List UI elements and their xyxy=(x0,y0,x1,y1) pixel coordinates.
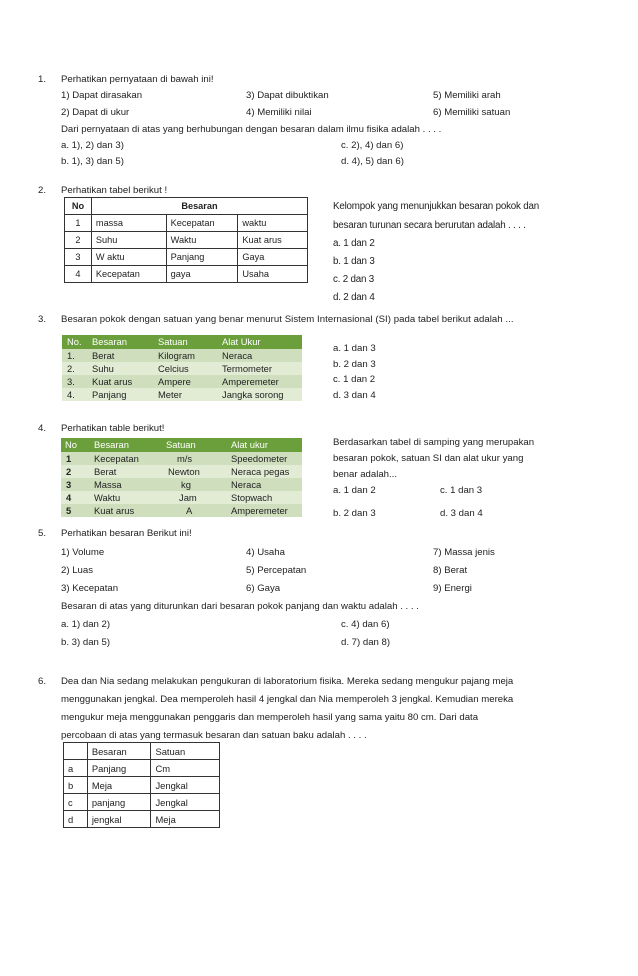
list-item: 9) Energi xyxy=(433,583,472,594)
answer-option[interactable]: b. 3) dan 5) xyxy=(61,637,111,648)
table-cell: Newton xyxy=(168,466,200,477)
table-header-cell: Besaran xyxy=(92,336,127,347)
answer-option[interactable]: d. 3 dan 4 xyxy=(333,390,376,401)
table-header-row xyxy=(65,198,308,215)
question-number: 3. xyxy=(38,314,47,325)
table-cell: Waktu xyxy=(166,232,238,249)
statement-item: 5) Memiliki arah xyxy=(433,90,501,101)
table-cell: Jengkal xyxy=(151,794,220,811)
table-header-cell: No xyxy=(65,439,77,450)
table-cell: Panjang xyxy=(166,249,238,266)
answer-option[interactable]: a. 1 dan 3 xyxy=(333,343,376,354)
answer-table xyxy=(63,742,220,828)
question-text: Perhatikan table berikut! xyxy=(61,423,165,434)
table-cell: Meja xyxy=(87,777,151,794)
table-row xyxy=(62,362,302,375)
table-cell: Massa xyxy=(94,479,122,490)
table-cell: Gaya xyxy=(238,249,308,266)
question-text: Perhatikan tabel berikut ! xyxy=(61,185,168,196)
table-row xyxy=(62,349,302,362)
table-cell: Amperemeter xyxy=(222,376,279,387)
table-cell: Kecepatan xyxy=(166,215,238,232)
table-cell: Kuat arus xyxy=(238,232,308,249)
question-text: Perhatikan besaran Berikut ini! xyxy=(61,528,192,539)
question-number: 4. xyxy=(38,423,47,434)
table-row[interactable] xyxy=(64,777,220,794)
list-item: 8) Berat xyxy=(433,565,468,576)
answer-option[interactable]: a. 1), 2) dan 3) xyxy=(61,140,124,151)
answer-option[interactable]: a. 1 dan 2 xyxy=(333,485,376,496)
table-row xyxy=(62,388,302,401)
table-cell: 3. xyxy=(67,376,75,387)
table-cell: Neraca xyxy=(231,479,262,490)
table-cell: 1 xyxy=(66,453,72,464)
table-cell: 5 xyxy=(66,505,72,516)
table-cell: gaya xyxy=(166,266,238,283)
table-cell: Neraca xyxy=(222,350,253,361)
question-number: 2. xyxy=(38,185,47,196)
table-cell: Panjang xyxy=(87,760,151,777)
answer-option[interactable]: d. 4), 5) dan 6) xyxy=(341,156,404,167)
statement-item: 2) Dapat di ukur xyxy=(61,107,130,118)
table-header-cell: Alat Ukur xyxy=(222,336,261,347)
table-cell: Usaha xyxy=(238,266,308,283)
answer-option[interactable]: c. 1 dan 3 xyxy=(440,485,483,496)
table-cell: c xyxy=(64,794,88,811)
table-header-cell: Alat ukur xyxy=(231,439,268,450)
measurement-table xyxy=(61,438,302,520)
list-item: 7) Massa jenis xyxy=(433,547,495,558)
table-cell: Speedometer xyxy=(231,453,288,464)
table-cell: Amperemeter xyxy=(231,505,288,516)
table-cell: Jengkal xyxy=(151,777,220,794)
table-cell: Ampere xyxy=(158,376,191,387)
table-row xyxy=(61,478,302,491)
list-item: 5) Percepatan xyxy=(246,565,307,576)
answer-option[interactable]: d. 3 dan 4 xyxy=(440,508,483,519)
list-item: 3) Kecepatan xyxy=(61,583,119,594)
list-item: 6) Gaya xyxy=(246,583,281,594)
table-cell: kg xyxy=(181,479,191,490)
table-header-row xyxy=(62,335,302,349)
besaran-table xyxy=(64,197,308,283)
question-prompt: benar adalah... xyxy=(333,469,398,480)
question-number: 5. xyxy=(38,528,47,539)
table-header-cell: Satuan xyxy=(151,743,220,760)
table-header-row xyxy=(61,438,302,452)
table-row xyxy=(65,266,308,283)
table-cell: a xyxy=(64,760,88,777)
answer-option[interactable]: c. 2 dan 3 xyxy=(333,274,375,285)
table-cell: waktu xyxy=(238,215,308,232)
table-row xyxy=(61,491,302,504)
table-cell: 4 xyxy=(66,492,72,503)
statement-item: 3) Dapat dibuktikan xyxy=(246,90,329,101)
answer-option[interactable]: a. 1) dan 2) xyxy=(61,619,111,630)
table-cell: Kuat arus xyxy=(92,376,133,387)
table-row[interactable] xyxy=(64,760,220,777)
table-cell: A xyxy=(186,505,193,516)
question-prompt: besaran turunan secara berurutan adalah . . . . xyxy=(333,220,526,231)
list-item: 2) Luas xyxy=(61,565,93,576)
table-cell: Jam xyxy=(179,492,197,503)
table-cell: Stopwach xyxy=(231,492,273,503)
table-cell: Jangka sorong xyxy=(222,389,284,400)
table-header-cell: Besaran xyxy=(91,198,307,215)
table-header-cell: Satuan xyxy=(158,336,188,347)
table-row xyxy=(65,249,308,266)
table-cell: 2 xyxy=(65,232,92,249)
paragraph-line: menggunakan jengkal. Dea memperoleh hasil 4 jengkal dan Nia memperoleh 3 jengkal. Kemudian mereka xyxy=(61,694,514,705)
table-cell: Termometer xyxy=(222,363,273,374)
answer-option[interactable]: d. 2 dan 4 xyxy=(333,292,375,303)
table-cell: 4 xyxy=(65,266,92,283)
table-header-cell: Besaran xyxy=(94,439,129,450)
table-cell: Kilogram xyxy=(158,350,195,361)
table-cell: m/s xyxy=(177,453,193,464)
table-cell: massa xyxy=(91,215,166,232)
answer-option[interactable]: c. 1 dan 2 xyxy=(333,374,376,385)
table-row[interactable] xyxy=(64,794,220,811)
table-row xyxy=(61,465,302,478)
question-prompt: Dari pernyataan di atas yang berhubungan dengan besaran dalam ilmu fisika adalah . . . . xyxy=(61,124,442,135)
table-cell: Suhu xyxy=(91,232,166,249)
table-cell: 3 xyxy=(65,249,92,266)
answer-option[interactable]: b. 1), 3) dan 5) xyxy=(61,156,124,167)
table-header-row xyxy=(64,743,220,760)
table-cell: 4. xyxy=(67,389,75,400)
table-cell: panjang xyxy=(87,794,151,811)
question-number: 1. xyxy=(38,74,47,85)
table-row xyxy=(61,452,302,465)
table-header-cell: No. xyxy=(67,336,82,347)
question-text: Perhatikan pernyataan di bawah ini! xyxy=(61,74,214,85)
question-prompt: besaran pokok, satuan SI dan alat ukur yang xyxy=(333,453,524,464)
paragraph-line: percobaan di atas yang termasuk besaran dan satuan baku adalah . . . . xyxy=(61,730,367,741)
answer-option[interactable]: a. 1 dan 2 xyxy=(333,238,375,249)
table-cell: Cm xyxy=(151,760,220,777)
answer-option[interactable]: b. 2 dan 3 xyxy=(333,508,376,519)
table-cell: 2 xyxy=(66,466,72,477)
table-row xyxy=(62,375,302,388)
paragraph-line: mengukur meja menggunakan penggaris dan memperoleh hasil yang sama yaitu 80 cm. Dari data xyxy=(61,712,479,723)
table-row xyxy=(65,215,308,232)
table-cell: Meter xyxy=(158,389,182,400)
si-units-table xyxy=(62,335,302,401)
statement-item: 1) Dapat dirasakan xyxy=(61,90,143,101)
question-prompt: Berdasarkan tabel di samping yang merupakan xyxy=(333,437,535,448)
table-cell: d xyxy=(64,811,88,828)
table-header-cell: No xyxy=(65,198,92,215)
table-cell: 2. xyxy=(67,363,75,374)
table-cell: 3 xyxy=(66,479,72,490)
table-row xyxy=(65,232,308,249)
table-cell: b xyxy=(64,777,88,794)
answer-option[interactable]: c. 2), 4) dan 6) xyxy=(341,140,404,151)
table-cell: Neraca pegas xyxy=(231,466,290,477)
question-number: 6. xyxy=(38,676,47,687)
table-header-cell xyxy=(64,743,88,760)
table-header-cell: Satuan xyxy=(166,439,196,450)
table-cell: Kecepatan xyxy=(94,453,139,464)
table-cell: Berat xyxy=(92,350,115,361)
answer-option[interactable]: b. 1 dan 3 xyxy=(333,256,375,267)
table-cell: Berat xyxy=(94,466,117,477)
answer-option[interactable]: c. 4) dan 6) xyxy=(341,619,390,630)
list-item: 1) Volume xyxy=(61,547,105,558)
answer-option[interactable]: b. 2 dan 3 xyxy=(333,359,376,370)
table-header-cell: Besaran xyxy=(87,743,151,760)
table-cell: Panjang xyxy=(92,389,127,400)
table-cell: jengkal xyxy=(87,811,151,828)
question-text: Besaran pokok dengan satuan yang benar menurut Sistem Internasional (SI) pada tabel berikut adalah ... xyxy=(61,314,514,325)
question-prompt: Besaran di atas yang diturunkan dari besaran pokok panjang dan waktu adalah . . . . xyxy=(61,601,419,612)
list-item: 4) Usaha xyxy=(246,547,285,558)
answer-option[interactable]: d. 7) dan 8) xyxy=(341,637,391,648)
table-cell: Kuat arus xyxy=(94,505,135,516)
table-cell: 1 xyxy=(65,215,92,232)
question-prompt: Kelompok yang menunjukkan besaran pokok dan xyxy=(333,201,539,212)
statement-item: 4) Memiliki nilai xyxy=(246,107,312,118)
table-row xyxy=(61,504,302,517)
table-cell: Kecepatan xyxy=(91,266,166,283)
table-cell: Meja xyxy=(151,811,220,828)
table-cell: Celcius xyxy=(158,363,189,374)
table-cell: Waktu xyxy=(94,492,121,503)
paragraph-line: Dea dan Nia sedang melakukan pengukuran di laboratorium fisika. Mereka sedang mengukur pajang meja xyxy=(61,676,514,687)
table-cell: 1. xyxy=(67,350,75,361)
table-cell: Suhu xyxy=(92,363,114,374)
table-row[interactable] xyxy=(64,811,220,828)
table-cell: W aktu xyxy=(91,249,166,266)
statement-item: 6) Memiliki satuan xyxy=(433,107,511,118)
